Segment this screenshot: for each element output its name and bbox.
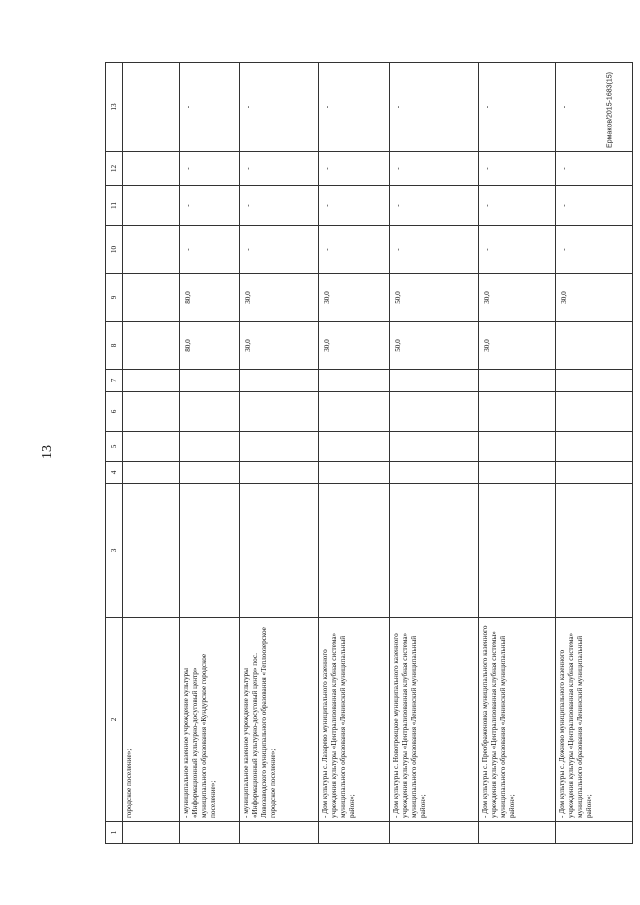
table-cell: - bbox=[240, 226, 319, 274]
table-cell: - bbox=[240, 152, 319, 186]
table-cell bbox=[123, 63, 180, 152]
table-cell bbox=[479, 370, 556, 392]
table-cell bbox=[319, 462, 390, 484]
table-cell: - Дом культуры с. Лазарево муниципального казенного учреждения культуры «Централизованная клубная система» муниципального образования «Ленинский муниципальный район»; bbox=[319, 618, 390, 822]
table-cell bbox=[390, 484, 479, 618]
table-cell bbox=[123, 186, 180, 226]
table-cell: 30,0 bbox=[240, 274, 319, 322]
table-cell: 50,0 bbox=[390, 274, 479, 322]
table-cell bbox=[556, 462, 633, 484]
table-cell: 30,0 bbox=[240, 322, 319, 370]
table-cell bbox=[390, 432, 479, 462]
header-cell: 4 bbox=[106, 462, 123, 484]
table-cell: городское поселение»; bbox=[123, 618, 180, 822]
header-cell: 13 bbox=[106, 63, 123, 152]
table-cell: - bbox=[240, 63, 319, 152]
table-cell: - муниципальное казенное учреждение культуры «Информационный культурно-досуговый центр» муниципального образования «Кундурское городское поселение»; bbox=[180, 618, 240, 822]
header-cell: 2 bbox=[106, 618, 123, 822]
table-cell bbox=[479, 484, 556, 618]
table-cell bbox=[123, 822, 180, 844]
table-cell: - bbox=[479, 186, 556, 226]
table-cell: - Дом культуры с. Новотроицкое муниципального казенного учреждения культуры «Централизованная клубная система» муниципального образования «Ленинский муниципальный район»; bbox=[390, 618, 479, 822]
table-cell: - bbox=[319, 63, 390, 152]
header-cell: 7 bbox=[106, 370, 123, 392]
table-row bbox=[123, 63, 180, 844]
header-cell: 3 bbox=[106, 484, 123, 618]
table-cell bbox=[319, 392, 390, 432]
table-cell bbox=[556, 484, 633, 618]
header-cell: 11 bbox=[106, 186, 123, 226]
table-cell: - bbox=[319, 152, 390, 186]
table-cell bbox=[319, 432, 390, 462]
header-cell: 6 bbox=[106, 392, 123, 432]
table-cell: - Дом культуры с. Преображеновка муниципального казенного учреждения культуры «Централизованная клубная системы» муниципального образования «Ленинский муниципальный район»; bbox=[479, 618, 556, 822]
table-cell: - bbox=[556, 152, 633, 186]
table-cell bbox=[556, 432, 633, 462]
table-cell: - bbox=[180, 63, 240, 152]
table-cell bbox=[123, 432, 180, 462]
table-cell: 30,0 bbox=[319, 322, 390, 370]
table-row bbox=[556, 63, 633, 844]
table-cell bbox=[390, 392, 479, 432]
table-row bbox=[180, 63, 240, 844]
header-cell: 12 bbox=[106, 152, 123, 186]
table-cell bbox=[319, 484, 390, 618]
table-cell: - bbox=[180, 152, 240, 186]
table-cell: - bbox=[319, 226, 390, 274]
table-container bbox=[105, 63, 593, 844]
table-cell bbox=[180, 822, 240, 844]
table-cell: - bbox=[390, 152, 479, 186]
table-cell bbox=[123, 462, 180, 484]
table-cell bbox=[123, 370, 180, 392]
table-cell bbox=[556, 392, 633, 432]
table-cell bbox=[123, 392, 180, 432]
table-cell bbox=[240, 392, 319, 432]
table-cell bbox=[240, 432, 319, 462]
table-cell: - bbox=[479, 226, 556, 274]
table-cell bbox=[123, 484, 180, 618]
table-cell: - bbox=[556, 226, 633, 274]
table-row bbox=[390, 63, 479, 844]
table-cell bbox=[180, 392, 240, 432]
table-cell bbox=[556, 322, 633, 370]
table-cell bbox=[390, 822, 479, 844]
table-cell: 30,0 bbox=[556, 274, 633, 322]
table-cell: - bbox=[390, 186, 479, 226]
table-cell bbox=[180, 370, 240, 392]
table-cell: - bbox=[180, 226, 240, 274]
table-cell bbox=[319, 822, 390, 844]
table-cell: - bbox=[180, 186, 240, 226]
table-cell: 50,0 bbox=[390, 322, 479, 370]
table-cell bbox=[123, 226, 180, 274]
document-id: Ермаков/2015-1683(15) bbox=[606, 72, 614, 148]
table-cell: 30,0 bbox=[479, 274, 556, 322]
table-cell bbox=[319, 370, 390, 392]
table-cell bbox=[479, 392, 556, 432]
table-cell: - bbox=[556, 63, 633, 152]
table-rotator bbox=[105, 63, 593, 844]
table-cell: 30,0 bbox=[479, 322, 556, 370]
header-cell: 8 bbox=[106, 322, 123, 370]
table-cell bbox=[240, 462, 319, 484]
table-cell: - bbox=[319, 186, 390, 226]
table-cell bbox=[180, 484, 240, 618]
table-cell bbox=[180, 462, 240, 484]
table-cell: 30,0 bbox=[319, 274, 390, 322]
table-row bbox=[479, 63, 556, 844]
table-cell: - bbox=[390, 63, 479, 152]
table-cell bbox=[240, 484, 319, 618]
table-cell: 80,0 bbox=[180, 274, 240, 322]
table-cell: - bbox=[479, 63, 556, 152]
table-cell bbox=[123, 152, 180, 186]
table-cell: - bbox=[479, 152, 556, 186]
table-cell: - bbox=[240, 186, 319, 226]
header-cell: 5 bbox=[106, 432, 123, 462]
table-cell bbox=[123, 274, 180, 322]
table-cell: - bbox=[390, 226, 479, 274]
table-cell: 80,0 bbox=[180, 322, 240, 370]
table-cell bbox=[240, 370, 319, 392]
table-cell bbox=[390, 462, 479, 484]
table-cell: - Дом культуры с. Дежнево муниципального казенного учреждения культуры «Централизованная клубная система» муниципального образования «Ленинский муниципальный район»; bbox=[556, 618, 633, 822]
budget-table bbox=[105, 62, 633, 844]
header-cell: 9 bbox=[106, 274, 123, 322]
table-row bbox=[319, 63, 390, 844]
header-cell: 1 bbox=[106, 822, 123, 844]
table-cell bbox=[479, 822, 556, 844]
table-cell: - муниципальное казенное учреждение культуры «Информационный культурно-досуговый центр» пос. Ловозаводского муниципального образования «Теплоозерское городское поселение»; bbox=[240, 618, 319, 822]
header-row bbox=[106, 63, 123, 844]
table-cell bbox=[479, 462, 556, 484]
table-cell bbox=[390, 370, 479, 392]
table-cell bbox=[479, 432, 556, 462]
table-cell bbox=[180, 432, 240, 462]
table-cell: - bbox=[556, 186, 633, 226]
table-cell bbox=[123, 322, 180, 370]
table-row bbox=[240, 63, 319, 844]
table-cell bbox=[240, 822, 319, 844]
table-cell bbox=[556, 370, 633, 392]
header-cell: 10 bbox=[106, 226, 123, 274]
table-cell bbox=[556, 822, 633, 844]
page-number: 13 bbox=[40, 445, 55, 459]
